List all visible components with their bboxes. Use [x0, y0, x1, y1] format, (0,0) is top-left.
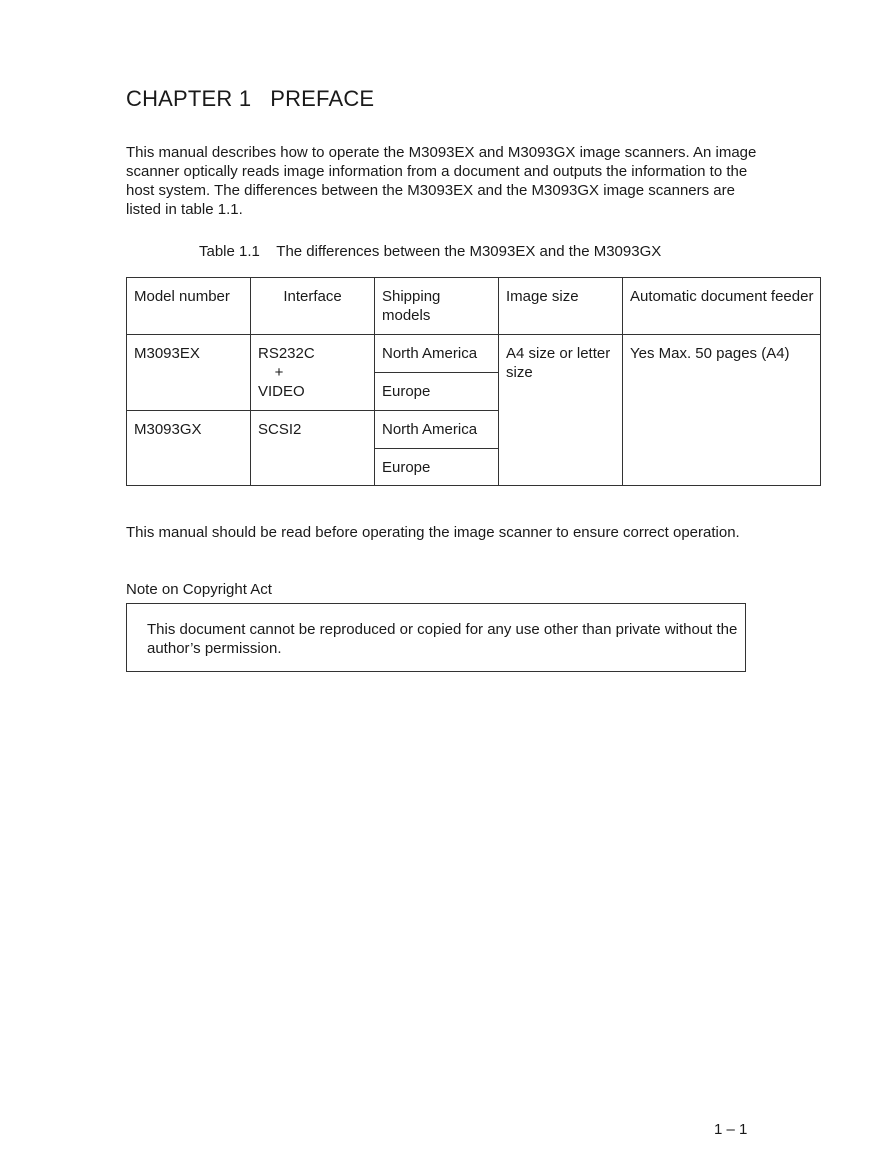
- cell-gx-ship-na: North America: [375, 411, 499, 449]
- cell-gx-ship-eu: Europe: [375, 449, 499, 486]
- header-model-number: Model number: [127, 278, 251, 335]
- cell-adf: Yes Max. 50 pages (A4): [623, 335, 821, 486]
- copyright-note-box: [126, 603, 746, 672]
- cell-ex-ship-eu: Europe: [375, 373, 499, 411]
- intro-paragraph: This manual describes how to operate the M3093EX and M3093GX image scanners. An image scanner optically reads image information from a document and outputs the information to the host system. The differences between the M3093EX and the M3093GX image scanners are listed in table 1.1.: [126, 144, 757, 218]
- header-adf: Automatic document feeder: [623, 278, 821, 335]
- cell-gx-interface: SCSI2: [251, 411, 375, 486]
- cell-ex-model: M3093EX: [127, 335, 251, 411]
- note-label: Note on Copyright Act: [126, 581, 272, 598]
- cell-ex-interface: RS232C + VIDEO: [251, 335, 375, 411]
- copyright-note-text: This document cannot be reproduced or copied for any use other than private without the author’s permission.: [147, 621, 738, 657]
- table-row: [127, 335, 821, 373]
- cell-gx-model: M3093GX: [127, 411, 251, 486]
- header-image-size: Image size: [499, 278, 623, 335]
- chapter-title: CHAPTER 1 PREFACE: [126, 86, 375, 111]
- header-interface: Interface: [251, 278, 375, 335]
- differences-table: [126, 277, 821, 486]
- cell-ex-ship-na: North America: [375, 335, 499, 373]
- closing-paragraph: This manual should be read before operating the image scanner to ensure correct operation.: [126, 524, 740, 541]
- header-shipping-models: Shipping models: [375, 278, 499, 335]
- table-caption: Table 1.1 The differences between the M3093EX and the M3093GX: [199, 243, 662, 260]
- page-number: 1 – 1: [714, 1121, 748, 1138]
- table-header-row: [127, 278, 821, 335]
- cell-image-size: A4 size or letter size: [499, 335, 623, 486]
